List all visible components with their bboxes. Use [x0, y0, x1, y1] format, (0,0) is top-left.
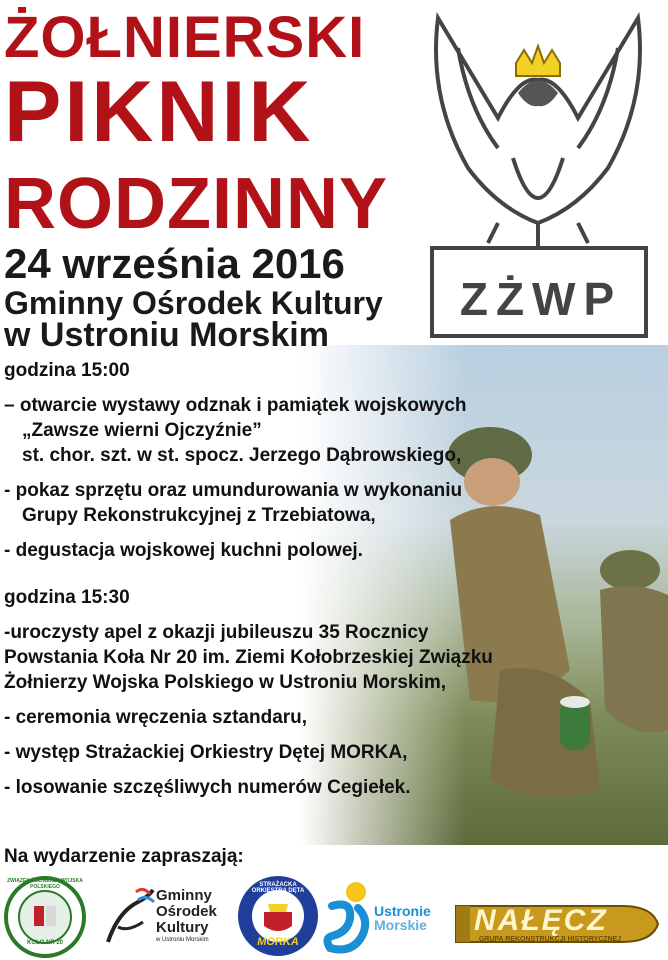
- orkiestra-ring-text: STRAŻACKA ORKIESTRA DĘTA: [251, 882, 305, 894]
- invite-heading: Na wydarzenie zapraszają:: [4, 846, 244, 867]
- program-item: „Zawsze wierni Ojczyźnie”: [22, 420, 262, 441]
- program-item: - pokaz sprzętu oraz umundurowania w wykonaniu: [4, 480, 463, 501]
- sponsor-logos: [0, 870, 668, 960]
- nalecz-sub: GRUPA REKONSTRUKCJI HISTORYCZNEJ: [478, 936, 622, 943]
- program-hour-1: godzina 15:00: [4, 360, 130, 381]
- zzwp-logo-ring-text: ZWIĄZEK ŻOŁNIERZY WOJSKA POLSKIEGO: [7, 878, 83, 890]
- title-line-1: ŻOŁNIERSKI: [4, 5, 366, 70]
- gok-logo-text: [156, 888, 217, 944]
- gok-line-2: Ośrodek: [156, 903, 217, 920]
- orkiestra-name-text: MORKA: [257, 936, 299, 948]
- program-item: Żołnierzy Wojska Polskiego w Ustroniu Morskim,: [4, 672, 447, 693]
- zzwp-logo-sub-text: KOŁO NR 20: [26, 940, 63, 946]
- program-item: Grupy Rekonstrukcyjnej z Trzebiatowa,: [22, 505, 376, 526]
- program-item: – otwarcie wystawy odznak i pamiątek wojskowych: [4, 395, 467, 416]
- nalecz-name: NAŁĘCZ: [474, 904, 608, 937]
- ustronie-sun-logo: [322, 876, 378, 956]
- venue-line-2: w Ustroniu Morskim: [4, 316, 329, 354]
- gok-line-1: Gminny: [156, 887, 212, 904]
- gok-line-4: w Ustroniu Morskim: [156, 937, 209, 943]
- title-line-2: PIKNIK: [4, 64, 314, 160]
- ustronie-line-2: Morskie: [374, 917, 427, 933]
- gok-dancer-icon: [98, 882, 158, 952]
- program-item: - ceremonia wręczenia sztandaru,: [4, 707, 308, 728]
- ustronie-line-1: Ustronie: [374, 903, 431, 919]
- program-item: st. chor. szt. w st. spocz. Jerzego Dąbrowskiego,: [22, 445, 462, 466]
- event-date: 24 września 2016: [4, 240, 345, 287]
- crown-icon: [516, 46, 560, 76]
- program-item: -uroczysty apel z okazji jubileuszu 35 Rocznicy: [4, 622, 429, 643]
- venue-line-1: Gminny Ośrodek Kultury: [4, 285, 383, 321]
- program-item: - degustacja wojskowej kuchni polowej.: [4, 540, 363, 561]
- ustronie-logo-text: [374, 904, 431, 932]
- program-item: Powstania Koła Nr 20 im. Ziemi Kołobrzeskiej Związku: [4, 647, 493, 668]
- emblem-text: ZŻWP: [459, 273, 623, 325]
- program-hour-2: godzina 15:30: [4, 587, 130, 608]
- gok-line-3: Kultury: [156, 919, 209, 936]
- program-item: - losowanie szczęśliwych numerów Cegiełek.: [4, 777, 411, 798]
- program: [4, 358, 564, 808]
- title-line-3: RODZINNY: [4, 164, 388, 244]
- program-item: - występ Strażackiej Orkiestry Dętej MORKA,: [4, 742, 408, 763]
